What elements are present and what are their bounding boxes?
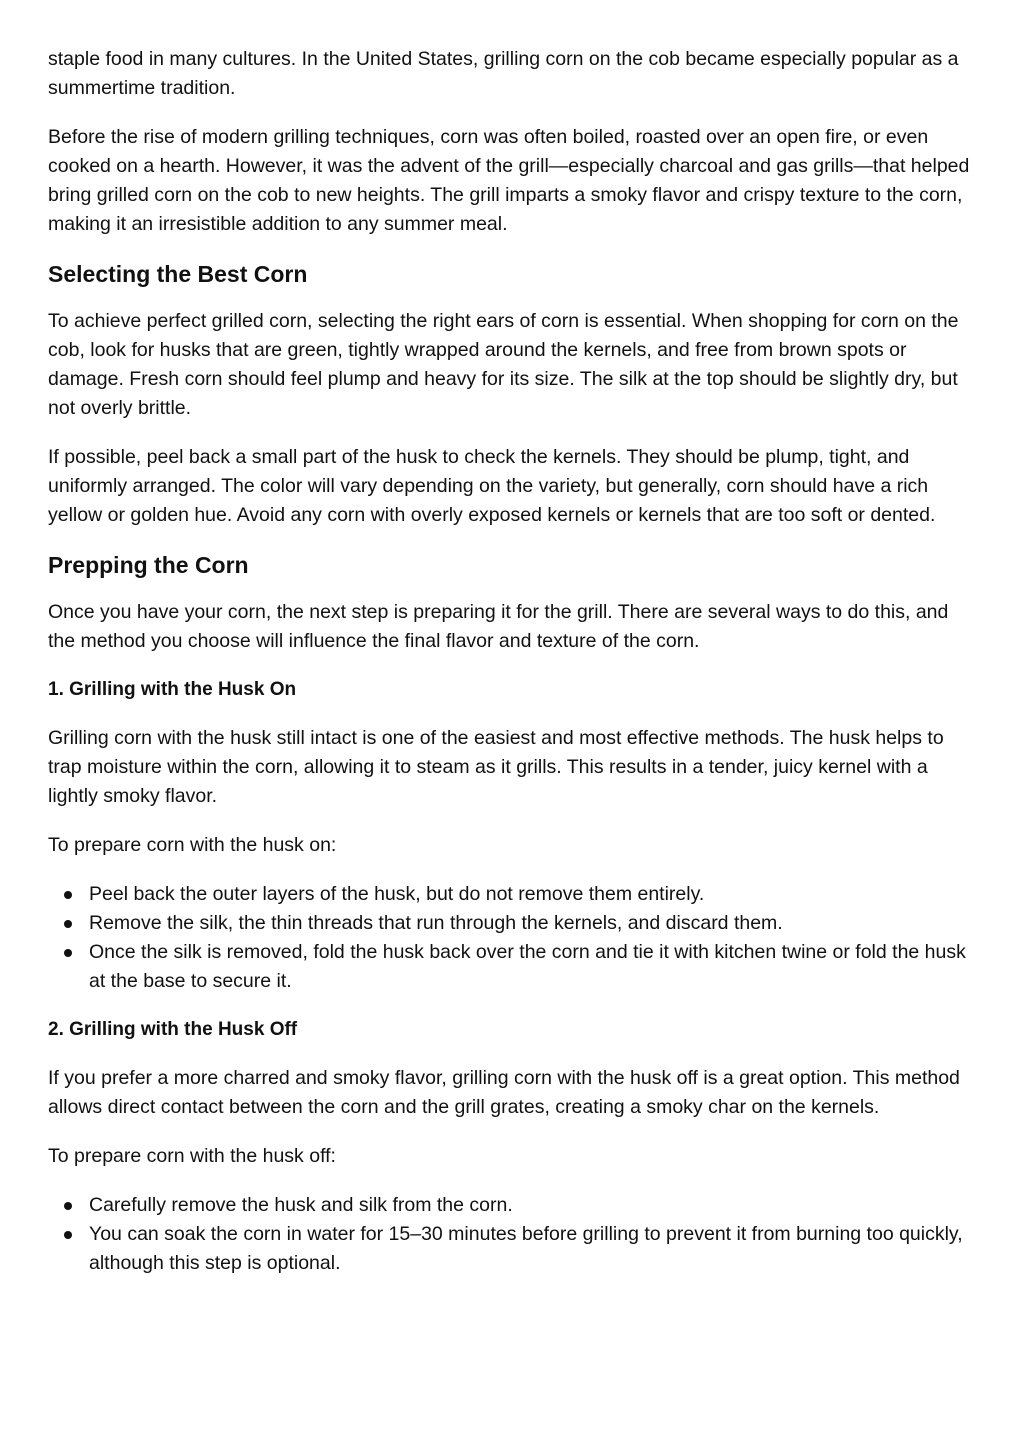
husk-off-list: [48, 1191, 976, 1278]
bullet-icon: [64, 1202, 72, 1210]
list-item-text: Remove the silk, the thin threads that run through the kernels, and discard them.: [89, 912, 783, 934]
list-item: [48, 880, 976, 909]
list-item: [48, 1220, 976, 1278]
section-heading-selecting: Selecting the Best Corn: [48, 261, 308, 287]
selecting-paragraph-1: To achieve perfect grilled corn, selecting the right ears of corn is essential. When shopping for corn on the cob, look for husks that are green, tightly wrapped around the kernels, and free from brown spots or damage. Fresh corn should feel plump and heavy for its size. The silk at the top should be slightly dry, but not overly brittle.: [48, 310, 959, 419]
document-page: [48, 45, 976, 1298]
intro-paragraph-2: Before the rise of modern grilling techniques, corn was often boiled, roasted over an open fire, or even cooked on a hearth. However, it was the advent of the grill—especially charcoal and gas grills—that helped bring grilled corn on the cob to new heights. The grill imparts a smoky flavor and crispy texture to the corn, making it an irresistible addition to any summer meal.: [48, 126, 970, 235]
list-item-text: Carefully remove the husk and silk from the corn.: [89, 1194, 513, 1216]
husk-on-list: [48, 880, 976, 996]
list-item: [48, 1191, 976, 1220]
husk-off-lead: To prepare corn with the husk off:: [48, 1145, 336, 1167]
subheading-husk-on: 1. Grilling with the Husk On: [48, 679, 297, 700]
subheading-husk-off: 2. Grilling with the Husk Off: [48, 1019, 298, 1040]
prepping-paragraph-1: Once you have your corn, the next step is preparing it for the grill. There are several ways to do this, and the method you choose will influence the final flavor and texture of the corn.: [48, 601, 949, 652]
list-item: [48, 909, 976, 938]
section-heading-prepping: Prepping the Corn: [48, 552, 249, 578]
bullet-icon: [64, 1231, 72, 1239]
husk-off-paragraph: If you prefer a more charred and smoky flavor, grilling corn with the husk off is a great option. This method allows direct contact between the corn and the grill grates, creating a smoky char on the kernels.: [48, 1067, 960, 1118]
list-item-text: Once the silk is removed, fold the husk back over the corn and tie it with kitchen twine or fold the husk at the base to secure it.: [89, 941, 966, 992]
intro-paragraph-1: staple food in many cultures. In the United States, grilling corn on the cob became especially popular as a summertime tradition.: [48, 48, 959, 99]
husk-on-paragraph: Grilling corn with the husk still intact is one of the easiest and most effective methods. The husk helps to trap moisture within the corn, allowing it to steam as it grills. This results in a tender, juicy kernel with a lightly smoky flavor.: [48, 727, 944, 807]
list-item: [48, 938, 976, 996]
bullet-icon: [64, 891, 72, 899]
selecting-paragraph-2: If possible, peel back a small part of the husk to check the kernels. They should be plump, tight, and uniformly arranged. The color will vary depending on the variety, but generally, corn should have a rich yellow or golden hue. Avoid any corn with overly exposed kernels or kernels that are too soft or dented.: [48, 446, 936, 526]
list-item-text: You can soak the corn in water for 15–30 minutes before grilling to prevent it from burning too quickly, although this step is optional.: [89, 1223, 963, 1274]
list-item-text: Peel back the outer layers of the husk, but do not remove them entirely.: [89, 883, 705, 905]
husk-on-lead: To prepare corn with the husk on:: [48, 834, 337, 856]
bullet-icon: [64, 949, 72, 957]
bullet-icon: [64, 920, 72, 928]
